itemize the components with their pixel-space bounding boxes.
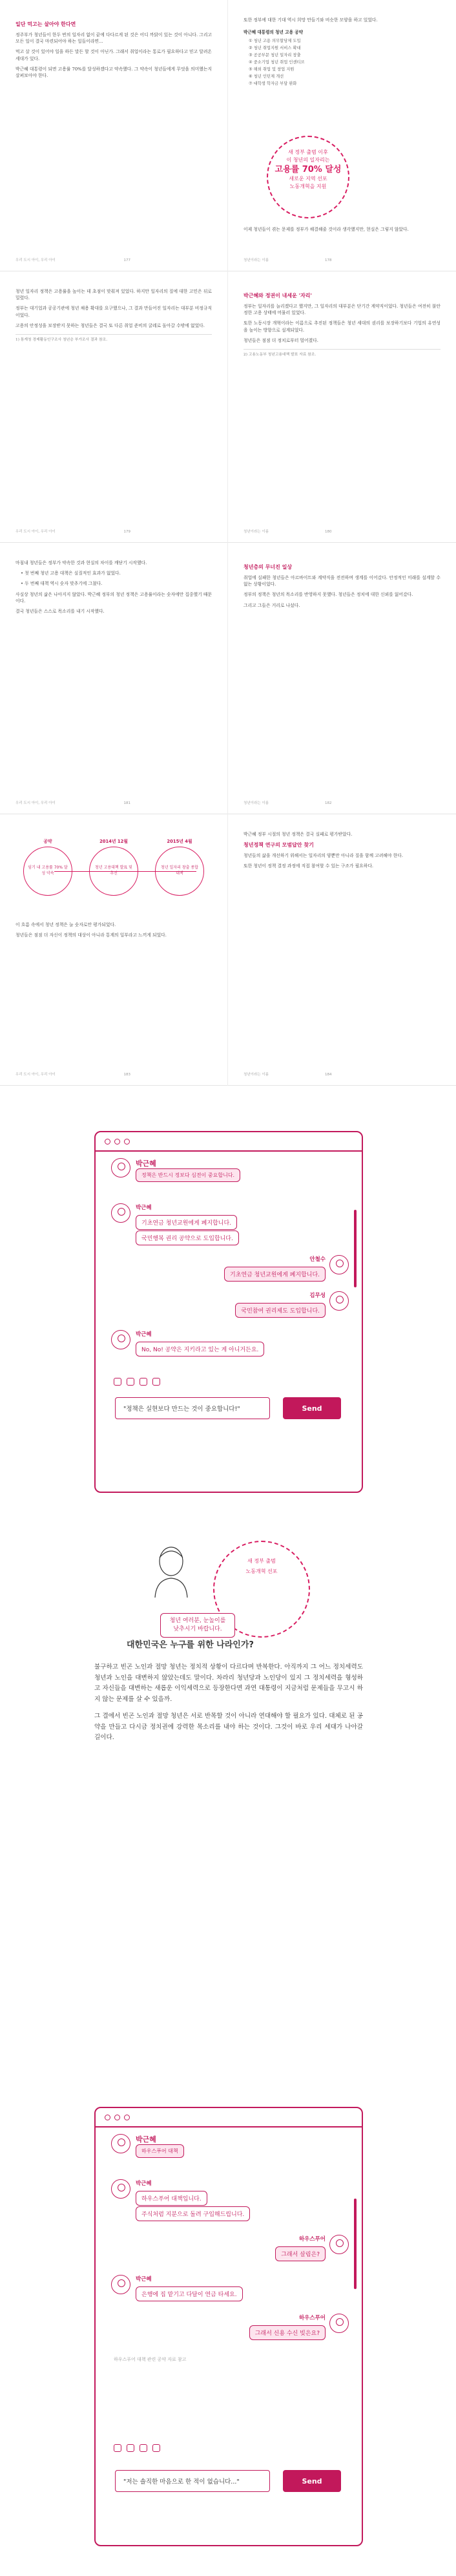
sender-name: 박근혜	[136, 2180, 152, 2187]
profile-name: 박근혜	[136, 1159, 156, 1168]
sender-name: 박근혜	[136, 1331, 152, 1338]
chat-toolbar	[114, 2444, 160, 2453]
chat-bubble: 국민행복 권리 공약으로 도입합니다.	[136, 1230, 239, 1245]
paragraph: 정부의 정책은 청년의 목소리를 반영하지 못했다. 청년들은 정치에 대한 신뢰를 잃어갔다.	[244, 592, 413, 598]
paragraph: 이 흐름 속에서 청년 정책은 늘 숫자로만 평가되었다.	[16, 922, 116, 927]
image-icon[interactable]	[140, 1378, 147, 1386]
paragraph: 정주부가 청년들이 한두 번의 일자리 없이 끝에 다다르게 된 것은 어디 까닭이 있는 것이 아니다. 그리고 모든 일이 결국 마련되어야 하는 일들이라면...	[16, 32, 212, 45]
chapter-heading: 대한민국은 누구를 위한 나라인가?	[127, 1640, 254, 1650]
chapter-body	[94, 1662, 363, 1750]
paragraph: 박근혜 대통령이 되면 고용률 70%를 달성하겠다고 약속했다. 그 약속이 청년들에게 무엇을 의미했는지 살펴보아야 한다.	[16, 66, 212, 79]
message-input[interactable]: "저는 솔직한 마음으로 한 적이 없습니다..."	[115, 2470, 270, 2492]
running-footer: 청년이라는 이름	[244, 1073, 269, 1077]
running-footer: 우리 도시 아이, 우리 아이	[16, 259, 56, 262]
paragraph: 취업에 실패한 청년들은 아르바이트와 계약직을 전전하며 생계를 이어갔다. 안정적인 미래를 설계할 수 없는 상황이었다.	[244, 575, 440, 587]
running-footer: 청년이라는 이름	[244, 801, 269, 805]
stamp-headline: 고용률 70% 달성	[275, 165, 342, 174]
profile-status: 정책은 반드시 정보다 심전이 중요합니다.	[136, 1168, 240, 1182]
timeline-label: 2015년 4월	[167, 839, 192, 844]
timeline-circle: 임기 내 고용률 70% 달성 약속	[23, 847, 72, 896]
sender-name: 하우스푸어	[298, 2315, 326, 2321]
chat-bubble: 국민참여 권리제도 도입합니다.	[235, 1303, 326, 1318]
paragraph: 먹고 살 것이 있어야 일을 하든 말든 할 것이 아닌가. 그래서 취업이라는 통로가 필요하다고 믿고 달려온 세대가 있다.	[16, 49, 212, 61]
ring-line: 노동개혁 선포	[245, 1568, 278, 1574]
stamp-line: 새 정부 출범 이후	[288, 149, 328, 155]
send-button[interactable]: Send	[283, 1397, 341, 1419]
paragraph: 청년 일자리 정책은 고용률을 높이는 데 초점이 맞춰져 있었다. 하지만 일자리의 질에 대한 고민은 뒤로 밀렸다.	[16, 289, 212, 301]
ring-line: 새 정부 출범	[247, 1558, 276, 1564]
avatar	[329, 1255, 349, 1274]
paragraph: 고용의 안정성을 보장받지 못하는 청년들은 결국 또 다른 취업 준비의 굴레로 돌아갈 수밖에 없었다.	[16, 322, 205, 328]
sender-name: 박근혜	[136, 1205, 152, 1211]
paragraph: 결국 청년들은 스스로 목소리를 내기 시작했다.	[16, 609, 105, 615]
list-item: ① 청년 고용 의무할당제 도입	[249, 39, 301, 44]
bullet-item: • 두 번째 대책 역시 숫자 맞추기에 그쳤다.	[21, 581, 103, 587]
chat-bubble: 기초연금 청년교원에게 폐지합니다.	[136, 1215, 237, 1230]
bullet-item: • 첫 번째 청년 고용 대책은 실질적인 효과가 없었다.	[21, 571, 121, 576]
paragraph: 청년들은 점점 더 정치로부터 멀어졌다.	[244, 337, 318, 343]
file-icon[interactable]	[152, 1378, 160, 1386]
chat-window	[94, 2107, 363, 2546]
chat-titlebar	[96, 2108, 362, 2127]
paragraph: 정부는 대기업과 공공기관에 청년 채용 확대를 요구했으나, 그 결과 만들어진 일자리는 대부분 비정규직이었다.	[16, 306, 212, 318]
page-left	[0, 271, 228, 543]
scrollbar[interactable]	[354, 1210, 357, 1287]
page-number: 181	[123, 801, 130, 805]
pledge-stamp	[267, 136, 349, 218]
paragraph: 청년들의 삶을 개선하기 위해서는 일자리의 양뿐만 아니라 질을 함께 고려해야 한다.	[244, 853, 404, 859]
window-dot-icon	[114, 1139, 120, 1145]
scrollbar[interactable]	[354, 2199, 357, 2289]
section-heading: 박근혜와 정권이 내세운 '자리'	[244, 293, 312, 299]
footnote: 1) 통계청 경제활동인구조사 청년층 부가조사 결과 참조.	[16, 334, 212, 343]
book-spread-2	[0, 271, 456, 543]
page-left	[0, 814, 228, 1086]
running-footer: 우리 도시 아이, 우리 아이	[16, 801, 56, 805]
page-number: 180	[325, 530, 332, 534]
portrait-illustration	[150, 1542, 192, 1598]
chapter-intro	[0, 1525, 456, 1887]
timeline-label: 2014년 12월	[99, 839, 128, 844]
chat-titlebar	[96, 1132, 362, 1152]
timeline-label: 공약	[43, 839, 52, 844]
paragraph: 불구하고 빈곤 노인과 절망 청년는 정치적 상황이 다르다며 반복한다. 아직까지 그 어느 정치세력도 청년과 노인을 대변하지 않았는데도 말이다. 차라리 청년당과 노인당이 있지 그 정치세력을 형성하고 자신들을 대변하는 새롭운 이익세력으로 등장한다면 과연 대통령이 지금처럼 문제들을 무고시 하지 않는 문제를 살 수 있을까.	[94, 1663, 363, 1703]
avatar	[111, 1330, 130, 1349]
pledge-list	[249, 37, 440, 87]
paragraph: 또한 청년이 정책 결정 과정에 직접 참여할 수 있는 구조가 필요하다.	[244, 863, 374, 869]
page-right	[228, 271, 456, 543]
book-spread-1	[0, 0, 456, 271]
page-number: 182	[325, 801, 332, 805]
window-dot-icon	[124, 1139, 130, 1145]
attach-icon[interactable]	[127, 2444, 134, 2452]
avatar	[111, 2275, 130, 2294]
avatar	[329, 1291, 349, 1311]
running-footer: 청년이라는 이름	[244, 259, 269, 262]
chat-bubble: 기초연금 청년교원에게 폐지합니다.	[224, 1267, 326, 1282]
page-right	[228, 0, 456, 271]
timeline-step	[16, 838, 80, 896]
chat-bubble: 그래서 살림은?	[275, 2246, 326, 2261]
list-item: ④ 중소기업 청년 취업 인센티브	[249, 60, 305, 65]
chat-illustration-section	[0, 1086, 456, 1525]
avatar	[111, 2134, 130, 2153]
timeline-step	[147, 838, 212, 896]
page-number: 184	[325, 1073, 332, 1077]
book-spread-3	[0, 543, 456, 814]
chat-illustration-section	[0, 1887, 456, 2576]
running-footer: 우리 도시 아이, 우리 아이	[16, 530, 56, 534]
timeline-step	[81, 838, 146, 896]
list-item: ⑤ 해외 취업 및 창업 지원	[249, 67, 295, 72]
paragraph: 그리고 그들은 거리로 나섰다.	[244, 602, 300, 608]
chat-bubble: 하우스푸어 대책입니다.	[136, 2191, 207, 2206]
avatar	[111, 1203, 130, 1223]
paragraph: 정부는 일자리를 늘리겠다고 했지만, 그 일자리의 대부분은 단기간 계약직이었다. 청년들은 여전히 불안정한 고용 상태에 머물러 있었다.	[244, 304, 440, 316]
section-heading: 청년층의 무너진 일상	[244, 564, 293, 570]
stamp-line: 새로운 지역 선포	[289, 176, 327, 182]
page-left	[0, 543, 228, 814]
timeline-circle: 청년 고용대책 발표 및 추진	[89, 847, 138, 896]
running-footer: 우리 도시 아이, 우리 아이	[16, 1073, 56, 1077]
page-number: 183	[123, 1073, 130, 1077]
chat-bubble: 주식처럼 지분으로 돌려 구입해드립니다.	[136, 2206, 250, 2221]
chat-window	[94, 1131, 363, 1493]
timeline-circle: 청년 일자리 창출 종합 대책	[155, 847, 204, 896]
section-heading: 일단 먹고는 살아야 한다면	[16, 21, 76, 27]
page-number: 177	[123, 259, 130, 262]
list-item: ⑥ 청년 인턴제 개선	[249, 74, 284, 79]
paragraph: 이제 청년들이 겪는 문제를 정부가 해결해줄 것이라 생각했지만, 현실은 그렇지 않았다.	[244, 227, 409, 232]
chat-footnote: 하우스푸어 대책 관련 공약 자료 참고	[114, 2357, 187, 2362]
page-right	[228, 543, 456, 814]
message-input[interactable]: "정책은 실현보다 만드는 것이 중요합니다!"	[115, 1397, 270, 1419]
section-heading: 청년정책 연구의 모범답안 찾기	[244, 842, 314, 849]
window-dot-icon	[124, 2115, 130, 2120]
avatar	[111, 2179, 130, 2199]
profile-status: 하우스푸어 대책	[136, 2144, 184, 2158]
sender-name: 김무성	[309, 1293, 326, 1299]
stamp-line: 이 청년의 일자리는	[286, 157, 330, 163]
paragraph: 그 결에서 빈곤 노인과 절망 청년은 서로 반목할 것이 아니라 연대해야 할 필요가 있다. 대체로 된 공약을 만들고 다시금 정치권에 강력한 목소리를 내야 하는 것이다. 그것이 바로 우리 세대가 나아갈 길이다.	[94, 1713, 363, 1741]
page-number: 178	[325, 259, 332, 262]
list-title: 박근혜 대통령의 청년 고용 공약	[244, 30, 303, 36]
chat-bubble: 은행에 집 맡기고 다달이 연금 타세요.	[136, 2286, 243, 2301]
send-button[interactable]: Send	[283, 2470, 341, 2492]
window-dot-icon	[105, 1139, 110, 1145]
list-item: ② 청년 취업지원 서비스 확대	[249, 46, 301, 51]
avatar	[111, 1158, 130, 1177]
attach-icon[interactable]	[127, 1378, 134, 1386]
paragraph: 또한 노동시장 개혁이라는 이름으로 추진된 정책들은 청년 세대의 권리를 보장하기보다 기업의 유연성을 높이는 방향으로 설계되었다.	[244, 321, 440, 333]
chat-bubble: No, No! 공약은 지키라고 있는 게 아니거든요.	[136, 1342, 264, 1357]
file-icon[interactable]	[152, 2444, 160, 2452]
sender-name: 하우스푸어	[298, 2236, 326, 2243]
window-dot-icon	[114, 2115, 120, 2120]
paragraph: 또한 정부에 대한 기대 역시 희망 만들기와 비슷한 모양을 하고 있었다.	[244, 17, 378, 23]
avatar	[329, 2314, 349, 2333]
window-dot-icon	[105, 2115, 110, 2120]
footnote: 2) 고용노동부 청년고용대책 발표 자료 참조.	[244, 349, 440, 357]
chat-bubble: 그래서 신용 수신 빚은요?	[249, 2325, 326, 2340]
page-number: 179	[123, 530, 130, 534]
avatar	[329, 2235, 349, 2254]
list-item: ③ 공공부문 청년 일자리 창출	[249, 53, 301, 58]
list-item: ⑦ 대학생 학자금 부담 완화	[249, 81, 297, 87]
running-footer: 청년이라는 이름	[244, 530, 269, 534]
paragraph: 박근혜 정부 시절의 청년 정책은 결국 실패로 평가받았다.	[244, 832, 353, 837]
sender-name: 안철수	[309, 1256, 326, 1263]
paragraph: 사실상 청년의 삶은 나아지지 않았다. 박근혜 정부의 청년 정책은 고용률이라는 숫자에만 집중했기 때문이다.	[16, 591, 212, 604]
sender-name: 박근혜	[136, 2276, 152, 2283]
stamp-line: 노동개혁을 지원	[289, 184, 327, 189]
speech-bubble: 청년 여러분, 눈높이를 낮추시기 바랍니다.	[160, 1613, 235, 1638]
image-icon[interactable]	[140, 2444, 147, 2452]
profile-name: 박근혜	[136, 2135, 156, 2144]
pledge-timeline	[16, 838, 212, 913]
page-left	[0, 0, 228, 271]
paragraph: 마침내 청년들은 정부가 약속한 것과 현실의 차이를 깨닫기 시작했다.	[16, 560, 147, 565]
emoji-icon[interactable]	[114, 2444, 121, 2452]
chat-toolbar	[114, 1378, 160, 1387]
emoji-icon[interactable]	[114, 1378, 121, 1386]
page-right	[228, 814, 456, 1086]
book-spread-4	[0, 814, 456, 1086]
paragraph: 청년들은 점점 더 자신이 정책의 대상이 아니라 통계의 일부라고 느끼게 되었다.	[16, 933, 167, 938]
